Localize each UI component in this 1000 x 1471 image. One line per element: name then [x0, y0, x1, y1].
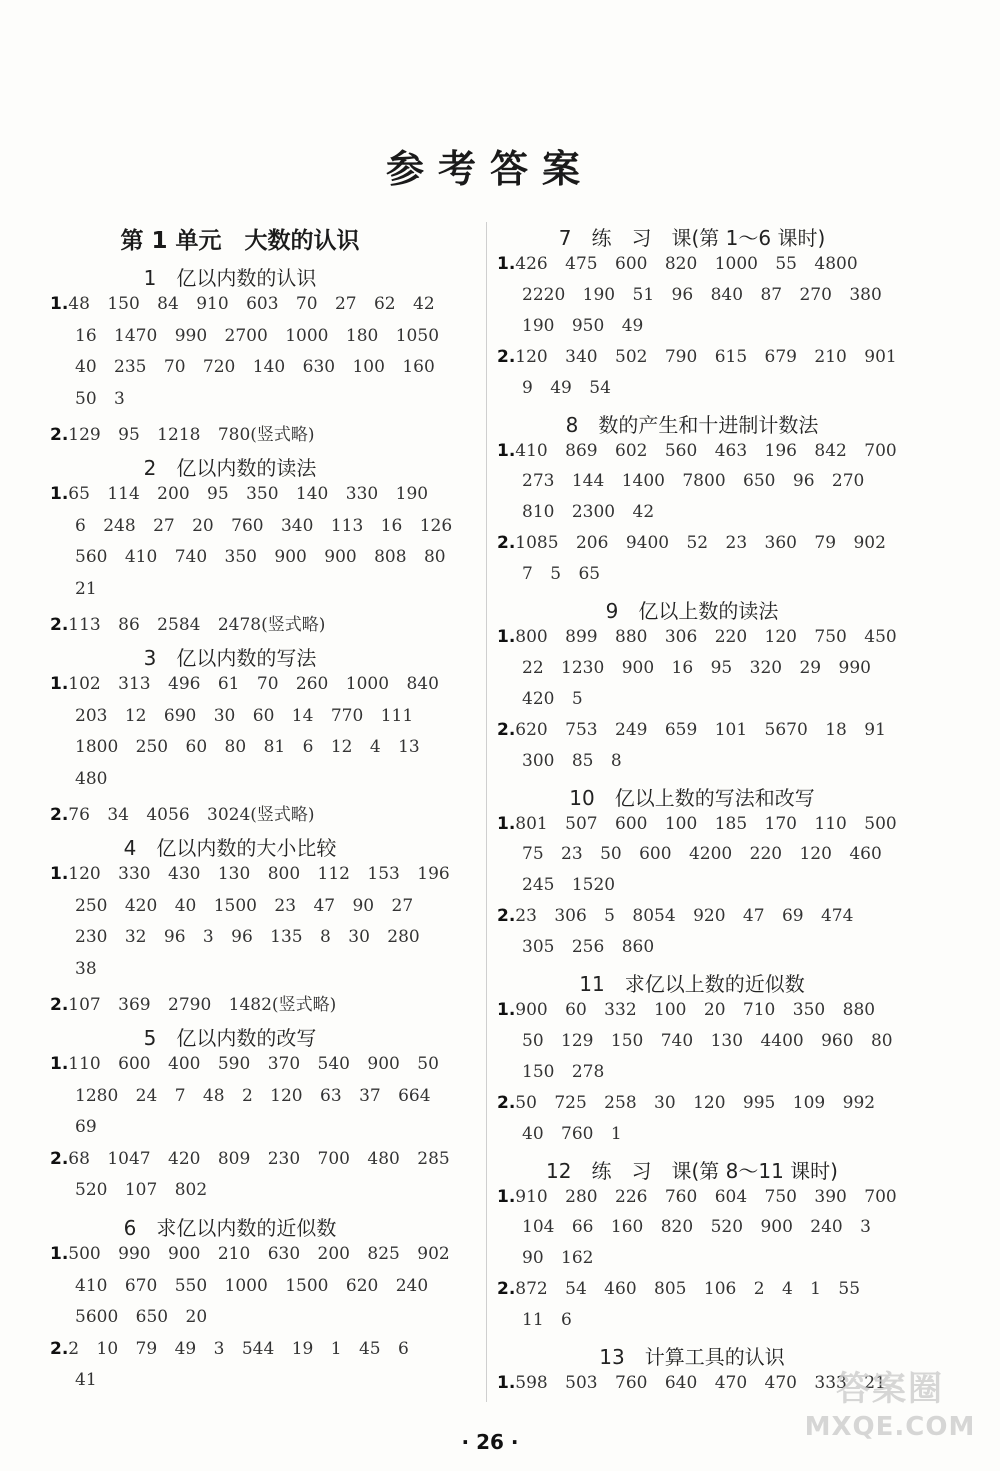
- answer-values: 22 1230 900 16 95 320 29 990: [522, 657, 871, 678]
- answer-line: [522, 378, 611, 398]
- answer-line: [75, 1117, 97, 1137]
- watermark-url: MXQE.COM: [804, 1412, 976, 1442]
- question-number: 2.: [50, 425, 69, 446]
- answer-line: [75, 927, 420, 947]
- question-number: 2.: [497, 346, 516, 367]
- question-number: 1.: [50, 1054, 69, 1074]
- answer-values: 1280 24 7 48 2 120 63 37 664: [75, 1085, 431, 1106]
- question-number: 1.: [497, 1186, 516, 1207]
- section-title: 1 亿以内数的认识: [143, 266, 317, 290]
- answer-values: 500 990 900 210 630 200 825 902: [68, 1244, 450, 1264]
- answer-values: 76 34 4056 3024(竖式略): [68, 805, 315, 826]
- answer-line: [522, 471, 864, 491]
- answer-line: [497, 720, 886, 740]
- answer-line: [75, 706, 413, 726]
- page-number: · 26 ·: [461, 1430, 519, 1454]
- question-number: 2.: [50, 1148, 69, 1169]
- answer-line: [522, 751, 622, 771]
- question-number: 1.: [50, 484, 69, 504]
- answer-line: [50, 1149, 450, 1169]
- answer-values: 900 60 332 100 20 710 350 880: [515, 1000, 876, 1020]
- answer-line: [522, 1248, 593, 1268]
- answer-values: 426 475 600 820 1000 55 4800: [515, 254, 858, 274]
- answer-values: 1800 250 60 80 81 6 12 4 13: [75, 737, 420, 758]
- answer-line: [497, 1279, 860, 1299]
- answer-values: 410 869 602 560 463 196 842 700: [515, 440, 897, 461]
- answer-line: [522, 844, 882, 864]
- answer-values: 245 1520: [522, 875, 616, 896]
- question-number: 1.: [50, 674, 69, 694]
- answer-line: [50, 800, 315, 825]
- question-number: 2.: [497, 906, 516, 927]
- answer-values: 203 12 690 30 60 14 770 111: [75, 705, 414, 726]
- answer-values: 48 150 84 910 603 70 27 62 42: [68, 294, 435, 314]
- answer-values: 620 753 249 659 101 5670 18 91: [515, 719, 886, 740]
- answer-values: 300 85 8: [522, 750, 622, 771]
- answer-values: 7 5 65: [522, 564, 601, 585]
- answer-line: [522, 502, 654, 522]
- question-number: 1.: [50, 864, 69, 884]
- answer-values: 250 420 40 1500 23 47 90 27: [75, 895, 414, 916]
- section-title: 4 亿以内数的大小比较: [123, 836, 337, 860]
- section-title: 3 亿以内数的写法: [143, 646, 317, 670]
- question-number: 2.: [50, 995, 69, 1016]
- answer-values: 800 899 880 306 220 120 750 450: [515, 627, 897, 647]
- watermark-logo-text: 答案圈: [836, 1369, 944, 1409]
- answer-values: 113 86 2584 2478(竖式略): [68, 615, 326, 636]
- answer-values: 6 248 27 20 760 340 113 16 126: [75, 515, 453, 536]
- answer-line: [497, 347, 897, 367]
- question-number: 1.: [497, 813, 516, 834]
- answer-line: [75, 1307, 207, 1327]
- answer-line: [497, 254, 858, 274]
- answer-line: [75, 547, 446, 567]
- section-title: 2 亿以内数的读法: [143, 456, 317, 480]
- answer-values: 910 280 226 760 604 750 390 700: [515, 1186, 897, 1207]
- answer-line: [497, 906, 853, 926]
- watermark-logo: [790, 1366, 990, 1466]
- answer-values: 50 3: [75, 388, 125, 409]
- column-divider: [486, 222, 487, 1402]
- question-number: 1.: [497, 1000, 516, 1020]
- answer-line: [522, 1031, 893, 1051]
- answer-line: [50, 484, 428, 504]
- answer-line: [50, 1054, 439, 1074]
- answer-values: 190 950 49: [522, 315, 644, 336]
- answer-line: [75, 1370, 97, 1390]
- answer-line: [75, 326, 439, 346]
- answer-values: 1085 206 9400 52 23 360 79 902: [515, 533, 886, 554]
- answer-values: 2220 190 51 96 840 87 270 380: [522, 284, 882, 305]
- answer-line: [50, 1244, 450, 1264]
- answer-line: [522, 1310, 572, 1330]
- answer-line: [497, 814, 897, 834]
- answer-values: 69: [75, 1117, 97, 1138]
- answer-values: 75 23 50 600 4200 220 120 460: [522, 844, 882, 865]
- answer-values: 273 144 1400 7800 650 96 270: [522, 471, 865, 492]
- answer-values: 598 503 760 640 470 470 333 21: [515, 1373, 886, 1393]
- page-title: 参考答案: [385, 147, 594, 191]
- question-number: 1.: [497, 627, 516, 647]
- answer-line: [75, 959, 97, 979]
- answer-line: [75, 579, 97, 599]
- answer-line: [497, 1000, 875, 1020]
- question-number: 2.: [497, 533, 516, 554]
- section-title: 13 计算工具的认识: [599, 1345, 785, 1369]
- section-title: 7 练 习 课(第 1～6 课时): [558, 226, 826, 250]
- answer-line: [75, 769, 107, 789]
- answer-line: [50, 610, 325, 635]
- answer-values: 50 725 258 30 120 995 109 992: [515, 1092, 876, 1113]
- answer-line: [497, 1093, 875, 1113]
- answer-values: 480: [75, 768, 108, 789]
- answer-line: [50, 864, 450, 884]
- answer-line: [75, 1276, 428, 1296]
- answer-line: [75, 737, 420, 757]
- answer-values: 90 162: [522, 1248, 594, 1269]
- answer-line: [50, 294, 435, 314]
- answer-values: 9 49 54: [522, 377, 611, 398]
- answer-values: 230 32 96 3 96 135 8 30 280: [75, 927, 420, 948]
- question-number: 1.: [497, 440, 516, 461]
- answer-values: 16 1470 990 2700 1000 180 1050: [75, 325, 440, 346]
- answer-values: 2 10 79 49 3 544 19 1 45 6: [68, 1338, 409, 1359]
- question-number: 1.: [50, 1244, 69, 1264]
- section-title: 8 数的产生和十进制计数法: [565, 412, 819, 437]
- answer-values: 68 1047 420 809 230 700 480 285: [68, 1148, 450, 1169]
- answer-values: 23 306 5 8054 920 47 69 474: [515, 906, 854, 927]
- answer-values: 11 6: [522, 1310, 572, 1331]
- unit-title: 第 1 单元 大数的认识: [120, 228, 360, 254]
- answer-values: 810 2300 42: [522, 502, 655, 523]
- answer-values: 40 235 70 720 140 630 100 160: [75, 357, 435, 378]
- answer-line: [75, 896, 413, 916]
- answer-values: 5600 650 20: [75, 1307, 208, 1328]
- section-title: 9 亿以上数的读法: [605, 599, 779, 623]
- question-number: 2.: [50, 1338, 69, 1359]
- answer-line: [522, 937, 654, 957]
- question-number: 1.: [50, 294, 69, 314]
- question-number: 2.: [497, 1279, 516, 1300]
- answer-line: [497, 441, 897, 461]
- answer-line: [497, 627, 897, 647]
- answer-line: [50, 990, 336, 1015]
- answer-line: [522, 316, 643, 336]
- answer-line: [522, 658, 871, 678]
- answer-values: 520 107 802: [75, 1180, 208, 1201]
- question-number: 1.: [497, 1373, 516, 1393]
- answer-values: 305 256 860: [522, 937, 655, 958]
- question-number: 2.: [497, 719, 516, 740]
- answer-values: 129 95 1218 780(竖式略): [68, 425, 315, 446]
- answer-values: 65 114 200 95 350 140 330 190: [68, 484, 429, 504]
- answer-values: 38: [75, 958, 97, 979]
- section-title: 10 亿以上数的写法和改写: [569, 785, 815, 810]
- answer-values: 420 5: [522, 688, 583, 709]
- answer-values: 41: [75, 1370, 97, 1391]
- answer-line: [522, 564, 600, 584]
- question-number: 1.: [497, 254, 516, 274]
- answer-line: [50, 1339, 409, 1359]
- answer-values: 410 670 550 1000 1500 620 240: [75, 1275, 429, 1296]
- answer-line: [522, 285, 882, 305]
- answer-line: [497, 533, 886, 553]
- answer-line: [497, 1187, 897, 1207]
- answer-line: [75, 357, 435, 377]
- section-title: 11 求亿以上数的近似数: [579, 972, 805, 996]
- answer-line: [75, 1086, 431, 1106]
- answer-line: [522, 1062, 604, 1082]
- answer-values: 801 507 600 100 185 170 110 500: [515, 813, 897, 834]
- section-title: 5 亿以内数的改写: [143, 1026, 317, 1050]
- answer-values: 110 600 400 590 370 540 900 50: [68, 1054, 439, 1074]
- answer-values: 560 410 740 350 900 900 808 80: [75, 547, 446, 568]
- question-number: 2.: [50, 805, 69, 826]
- answer-values: 40 760 1: [522, 1123, 622, 1144]
- answer-line: [75, 1180, 207, 1200]
- answer-line: [522, 1124, 622, 1144]
- answer-values: 120 340 502 790 615 679 210 901: [515, 346, 897, 367]
- answer-values: 50 129 150 740 130 4400 960 80: [522, 1030, 893, 1051]
- answer-line: [50, 674, 439, 694]
- answer-line: [75, 516, 452, 536]
- answer-line: [75, 389, 125, 409]
- answer-line: [522, 875, 615, 895]
- answer-values: 21: [75, 578, 97, 599]
- answer-line: [522, 1217, 871, 1237]
- answer-values: 872 54 460 805 106 2 4 1 55: [515, 1279, 861, 1300]
- question-number: 2.: [50, 615, 69, 636]
- answer-values: 102 313 496 61 70 260 1000 840: [68, 674, 439, 694]
- section-title: 12 练 习 课(第 8～11 课时): [546, 1158, 838, 1183]
- answer-values: 120 330 430 130 800 112 153 196: [68, 864, 450, 884]
- answer-values: 107 369 2790 1482(竖式略): [68, 995, 337, 1016]
- answer-values: 150 278: [522, 1061, 605, 1082]
- answer-line: [50, 420, 315, 445]
- answer-line: [522, 689, 583, 709]
- answer-values: 104 66 160 820 520 900 240 3: [522, 1217, 871, 1238]
- section-title: 6 求亿以内数的近似数: [123, 1216, 337, 1240]
- question-number: 2.: [497, 1092, 516, 1113]
